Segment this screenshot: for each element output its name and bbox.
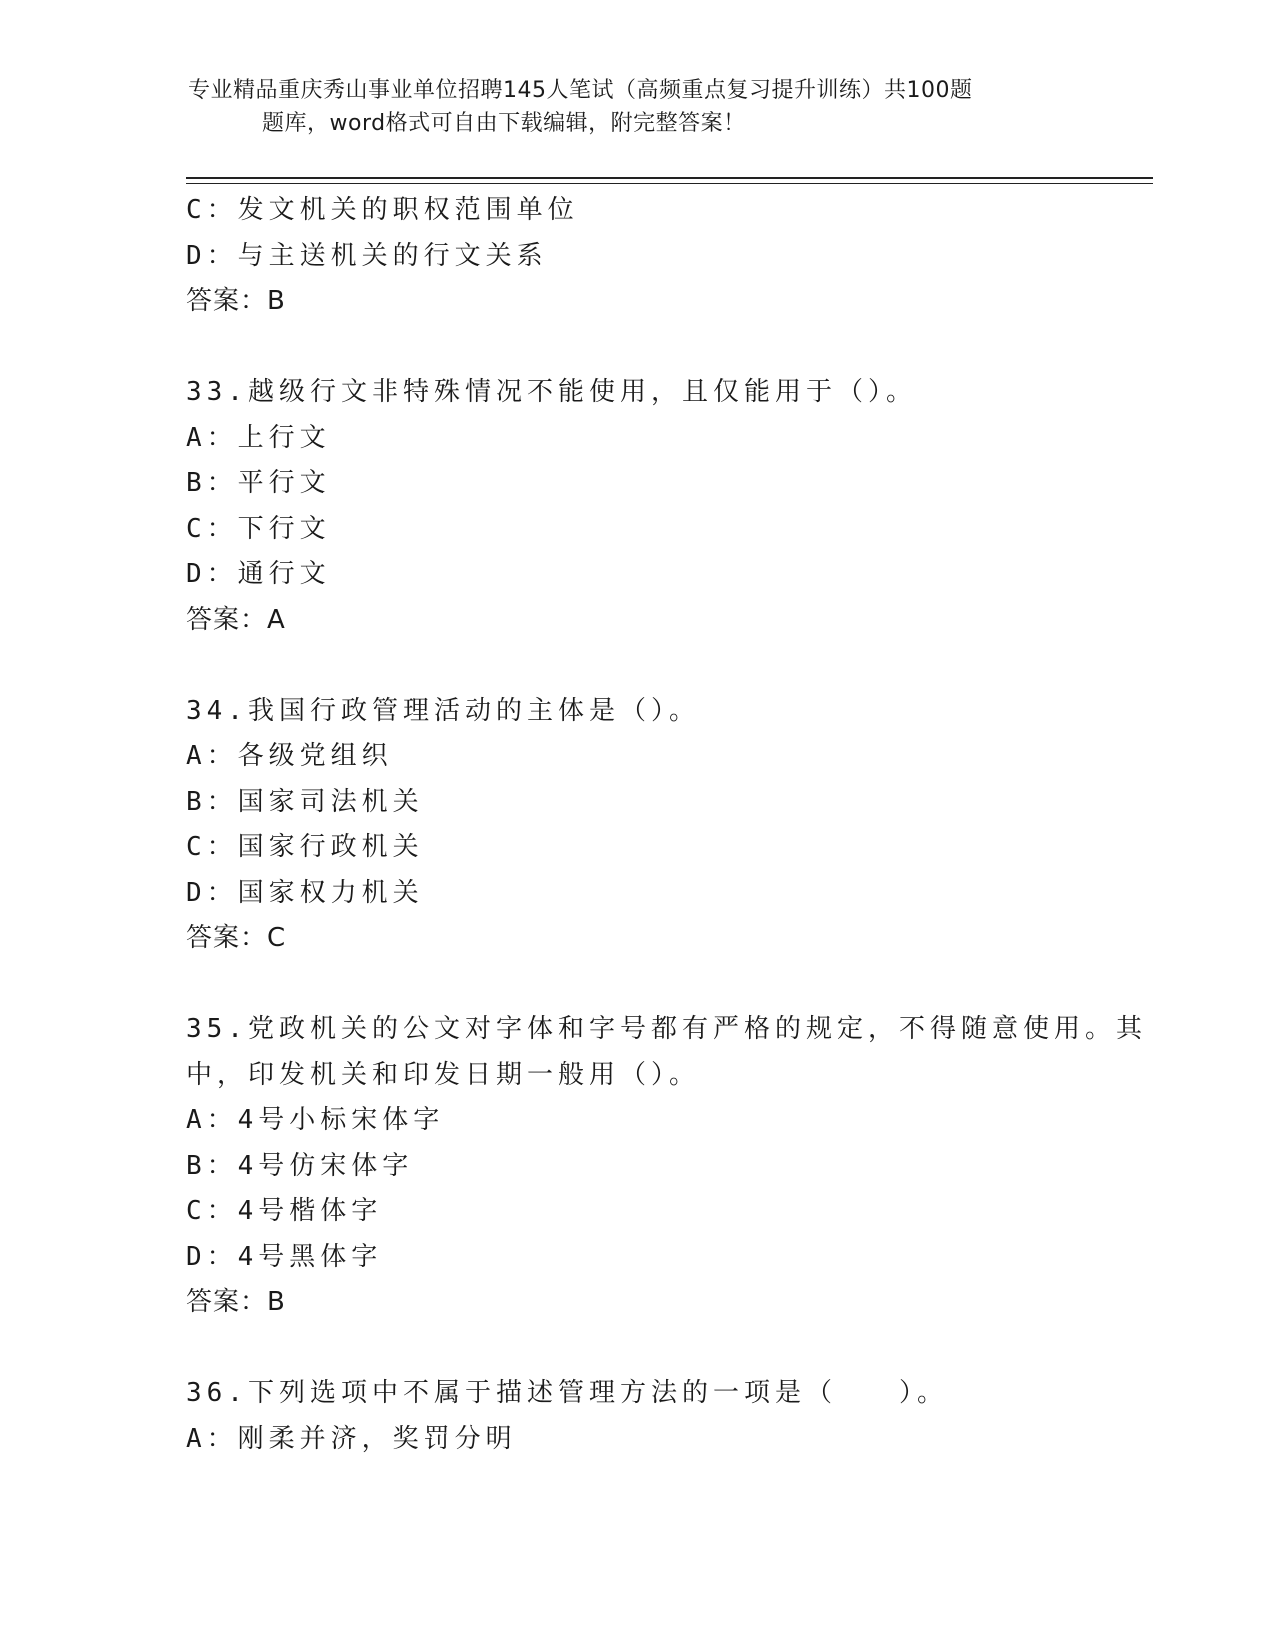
option-b: B：平行文 [186, 468, 331, 498]
question-stem: 33.越级行文非特殊情况不能使用，且仅能用于（）。 [186, 377, 917, 407]
spacer [186, 643, 1086, 689]
answer-line: 答案：B [186, 1287, 286, 1317]
document-title-line1: 专业精品重庆秀山事业单位招聘145人笔试（高频重点复习提升训练）共100题 [188, 78, 973, 103]
option-d: D：国家权力机关 [186, 877, 424, 908]
answer-line: 答案：C [186, 923, 287, 953]
option-a: A：4号小标宋体字 [186, 1105, 445, 1135]
option-c: C：国家行政机关 [186, 832, 424, 862]
question-list [186, 188, 1147, 1462]
question-32-continued [186, 188, 1086, 325]
question-stem: 36.下列选项中不属于描述管理方法的一项是（ ）。 [186, 1378, 948, 1408]
option-c: C：发文机关的职权范围单位 [186, 195, 579, 225]
option-b: B：国家司法机关 [186, 786, 424, 817]
option-a: A：上行文 [186, 422, 331, 453]
option-d: D：4号黑体字 [186, 1241, 383, 1272]
spacer [186, 962, 1086, 1008]
answer-line: 答案：B [186, 286, 286, 316]
option-d: D：通行文 [186, 559, 331, 589]
spacer [186, 325, 1086, 371]
question-36 [186, 1371, 1086, 1462]
question-stem-continued: 中，印发机关和印发日期一般用（）。 [186, 1059, 701, 1090]
question-34 [186, 689, 1086, 962]
question-stem: 35.党政机关的公文对字体和字号都有严格的规定，不得随意使用。其 [186, 1014, 1147, 1044]
option-c: C：4号楷体字 [186, 1196, 383, 1226]
option-d: D：与主送机关的行文关系 [186, 240, 548, 271]
option-b: B：4号仿宋体字 [186, 1150, 414, 1181]
spacer [186, 1326, 1086, 1372]
document-title-line2: 题库，word格式可自由下载编辑，附完整答案！ [262, 111, 746, 136]
header-divider-thin [186, 183, 1153, 184]
question-33 [186, 370, 1086, 643]
option-a: A：各级党组织 [186, 741, 393, 771]
answer-line: 答案：A [186, 604, 286, 635]
question-35 [186, 1007, 1147, 1326]
header-divider-thick [186, 177, 1153, 179]
option-a: A：刚柔并济，奖罚分明 [186, 1423, 517, 1454]
option-c: C：下行文 [186, 513, 331, 544]
question-stem: 34.我国行政管理活动的主体是（）。 [186, 695, 700, 726]
